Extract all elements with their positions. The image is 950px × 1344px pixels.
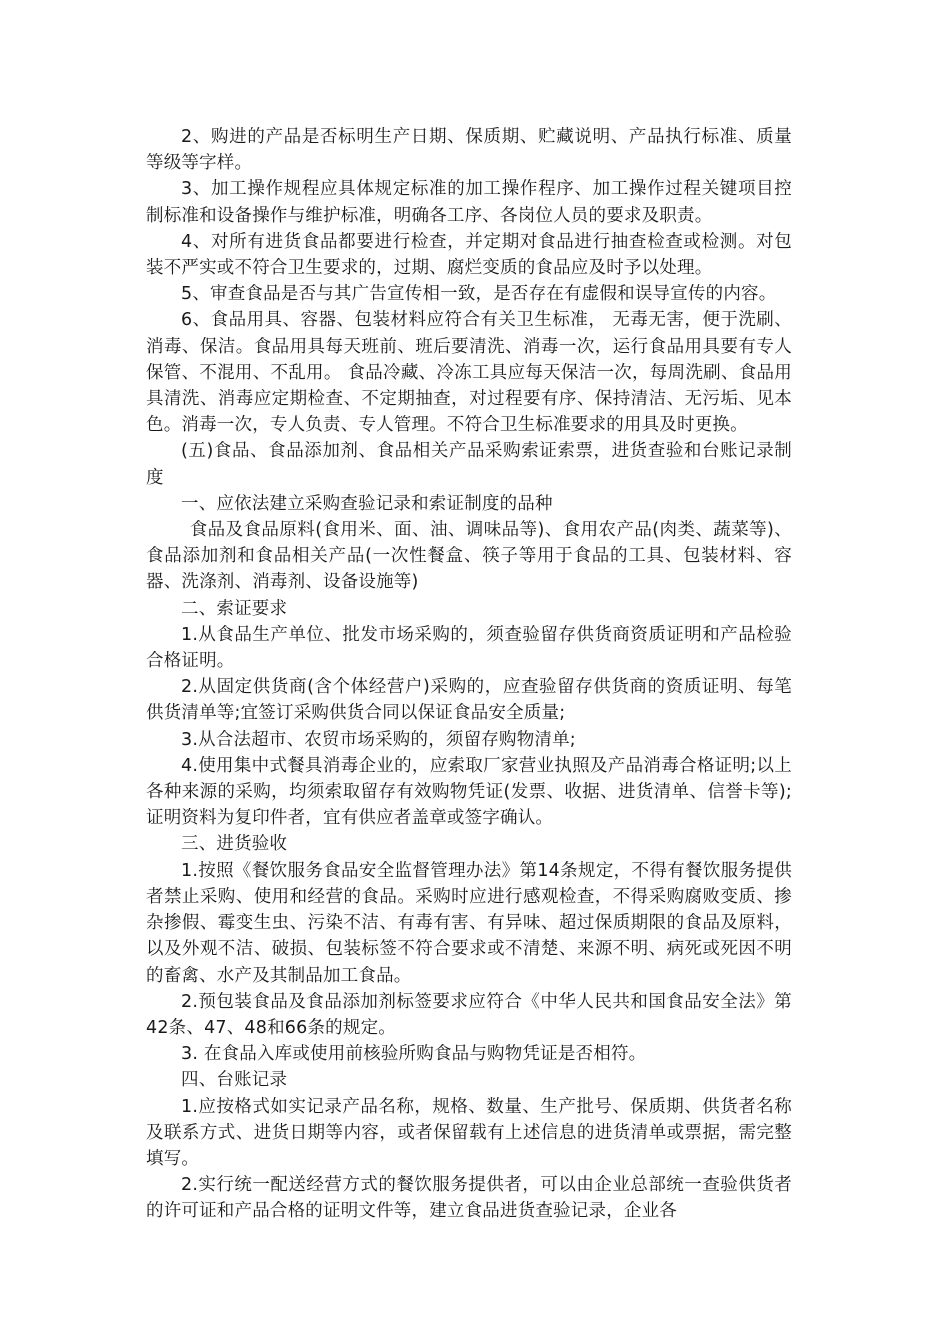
paragraph: 1.应按格式如实记录产品名称，规格、数量、生产批号、保质期、供货者名称及联系方式、进货日期等内容，或者保留载有上述信息的进货清单或票据，需完整填写。 [146,1096,792,1169]
paragraph: 1.从食品生产单位、批发市场采购的，须查验留存供货商资质证明和产品检验合格证明。 [146,624,792,672]
paragraph: 5、审查食品是否与其广告宣传相一致，是否存在有虚假和误导宣传的内容。 [181,284,777,305]
paragraph: 1.按照《餐饮服务食品安全监督管理办法》第14条规定，不得有餐饮服务提供者禁止采购、使用和经营的食品。采购时应进行感观检查，不得采购腐败变质、掺杂掺假、霉变生虫、污染不洁、有毒有害、有异味、超过保质期限的食品及原料，以及外观不洁、破损、包装标签不符合要求或不清楚、来源不明、病死或死因不明的畜禽、水产及其制品加工食品。 [146,860,792,986]
paragraph: 4.使用集中式餐具消毒企业的，应索取厂家营业执照及产品消毒合格证明;以上各种来源的采购，均须索取留存有效购物凭证(发票、收据、进货清单、信誉卡等);证明资料为复印件者，宜有供应者盖章或签字确认。 [146,755,792,829]
paragraph: 食品及食品原料(食用米、面、油、调味品等)、食用农产品(肉类、蔬菜等)、食品添加剂和食品相关产品(一次性餐盒、筷子等用于食品的工具、包装材料、容器、洗涤剂、消毒剂、设备设施等) [146,520,792,593]
section-heading: (五)食品、食品添加剂、食品相关产品采购索证索票，进货查验和台账记录制度 [146,441,792,488]
paragraph: 6、食品用具、容器、包装材料应符合有关卫生标准， 无毒无害，便于洗刷、消毒、保洁。食品用具每天班前、班后要清洗、消毒一次，运行食品用具要有专人保管、不混用、不乱用。 食品冷藏、冷冻工具应每天保洁一次，每周洗刷、食品用具清洗、消毒应定期检查、不定期抽查，对过程要有序、保持清洁、无污垢、见本色。消毒一次，专人负责、专人管理。不符合卫生标准要求的用具及时更换。 [146,310,792,436]
paragraph: 2.预包装食品及食品添加剂标签要求应符合《中华人民共和国食品安全法》第42条、47、48和66条的规定。 [146,991,792,1038]
paragraph: 2.从固定供货商(含个体经营户)采购的，应查验留存供货商的资质证明、每笔供货清单等;宜签订采购供货合同以保证食品安全质量; [146,677,792,724]
paragraph: 2.实行统一配送经营方式的餐饮服务提供者，可以由企业总部统一查验供货者的许可证和产品合格的证明文件等，建立食品进货查验记录，企业各 [146,1175,792,1222]
subsection-heading: 一、应依法建立采购查验记录和索证制度的品种 [181,493,553,514]
paragraph: 3.从合法超市、农贸市场采购的，须留存购物清单; [181,729,576,750]
paragraph: 2、购进的产品是否标明生产日期、保质期、贮藏说明、产品执行标准、质量等级等字样。 [146,127,792,174]
paragraph: 4、对所有进货食品都要进行检查，并定期对食品进行抽查检查或检测。对包装不严实或不符合卫生要求的，过期、腐烂变质的食品应及时予以处理。 [146,231,792,279]
subsection-heading: 二、索证要求 [181,598,288,619]
subsection-heading: 四、台账记录 [181,1070,288,1091]
paragraph: 3、加工操作规程应具体规定标准的加工操作程序、加工操作过程关键项目控制标准和设备操作与维护标准，明确各工序、各岗位人员的要求及职责。 [146,179,792,226]
subsection-heading: 三、进货验收 [181,834,288,855]
paragraph: 3. 在食品入库或使用前核验所购食品与购物凭证是否相符。 [181,1044,647,1065]
document-page [146,124,792,1225]
